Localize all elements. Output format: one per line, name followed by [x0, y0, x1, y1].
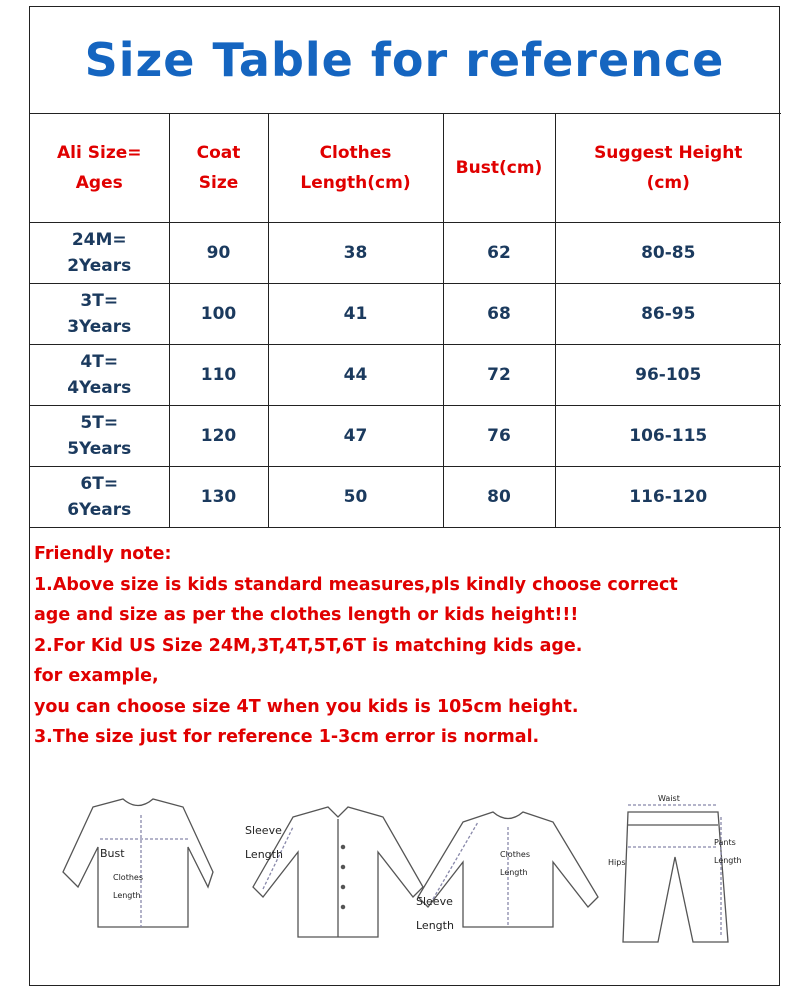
tshirt-diagram	[63, 799, 213, 927]
cell-height: 96-105	[555, 345, 781, 406]
cell-bust: 72	[443, 345, 555, 406]
size-table	[30, 113, 781, 528]
length-label: Length	[113, 891, 141, 900]
note-line: for example,	[34, 666, 159, 686]
cell-age: 6T= 6Years	[30, 467, 169, 528]
cell-bust: 62	[443, 223, 555, 284]
note-line: 1.Above size is kids standard measures,pls kindly choose correct	[34, 574, 678, 595]
sleeve-label: Sleeve	[416, 895, 453, 908]
cell-height: 116-120	[555, 467, 781, 528]
bust-label: Bust	[100, 847, 125, 860]
pants-diagram	[608, 794, 742, 942]
table-row	[30, 223, 781, 284]
cell-coat: 90	[169, 223, 268, 284]
cell-coat: 100	[169, 284, 268, 345]
table-header-row	[30, 114, 781, 223]
friendly-notes	[34, 539, 774, 753]
cell-bust: 68	[443, 284, 555, 345]
note-line: 3.The size just for reference 1-3cm error is normal.	[34, 727, 540, 747]
header-suggest-height: Suggest Height (cm)	[555, 114, 781, 223]
sleeve-length-label: Length	[416, 919, 454, 932]
cell-length: 47	[268, 406, 443, 467]
sleeve-length-label: Length	[245, 848, 283, 861]
table-row	[30, 406, 781, 467]
pants-length-label: Length	[714, 856, 742, 865]
hips-label: Hips	[608, 858, 626, 867]
cell-length: 44	[268, 345, 443, 406]
table-row	[30, 284, 781, 345]
size-chart-frame	[29, 6, 780, 986]
title-box	[30, 7, 779, 114]
clothes-label: Clothes	[113, 873, 143, 882]
cell-length: 38	[268, 223, 443, 284]
pants-label: Pants	[714, 838, 736, 847]
table-row	[30, 345, 781, 406]
length-label: Length	[500, 868, 528, 877]
diagrams-svg	[38, 777, 768, 977]
cell-age: 24M= 2Years	[30, 223, 169, 284]
table-row	[30, 467, 781, 528]
page-title: Size Table for reference	[84, 33, 725, 87]
note-line: 2.For Kid US Size 24M,3T,4T,5T,6T is matching kids age.	[34, 635, 583, 656]
cell-bust: 76	[443, 406, 555, 467]
note-line: you can choose size 4T when you kids is 105cm height.	[34, 696, 579, 717]
cell-length: 41	[268, 284, 443, 345]
note-line: age and size as per the clothes length or kids height!!!	[34, 605, 579, 625]
header-bust: Bust(cm)	[443, 114, 555, 223]
cell-length: 50	[268, 467, 443, 528]
sleeve-label: Sleeve	[245, 824, 282, 837]
cell-age: 5T= 5Years	[30, 406, 169, 467]
cell-height: 86-95	[555, 284, 781, 345]
cell-age: 3T= 3Years	[30, 284, 169, 345]
header-ali-size: Ali Size= Ages	[30, 114, 169, 223]
note-heading: Friendly note:	[34, 544, 172, 564]
waist-label: Waist	[658, 794, 680, 803]
cell-height: 80-85	[555, 223, 781, 284]
cell-bust: 80	[443, 467, 555, 528]
raglan-shirt-diagram	[416, 812, 598, 932]
header-coat-size: Coat Size	[169, 114, 268, 223]
button-shirt-diagram	[245, 807, 423, 937]
cell-coat: 130	[169, 467, 268, 528]
clothes-label: Clothes	[500, 850, 530, 859]
measurement-diagrams	[38, 777, 768, 977]
header-clothes-length: Clothes Length(cm)	[268, 114, 443, 223]
cell-coat: 110	[169, 345, 268, 406]
cell-height: 106-115	[555, 406, 781, 467]
cell-age: 4T= 4Years	[30, 345, 169, 406]
cell-coat: 120	[169, 406, 268, 467]
